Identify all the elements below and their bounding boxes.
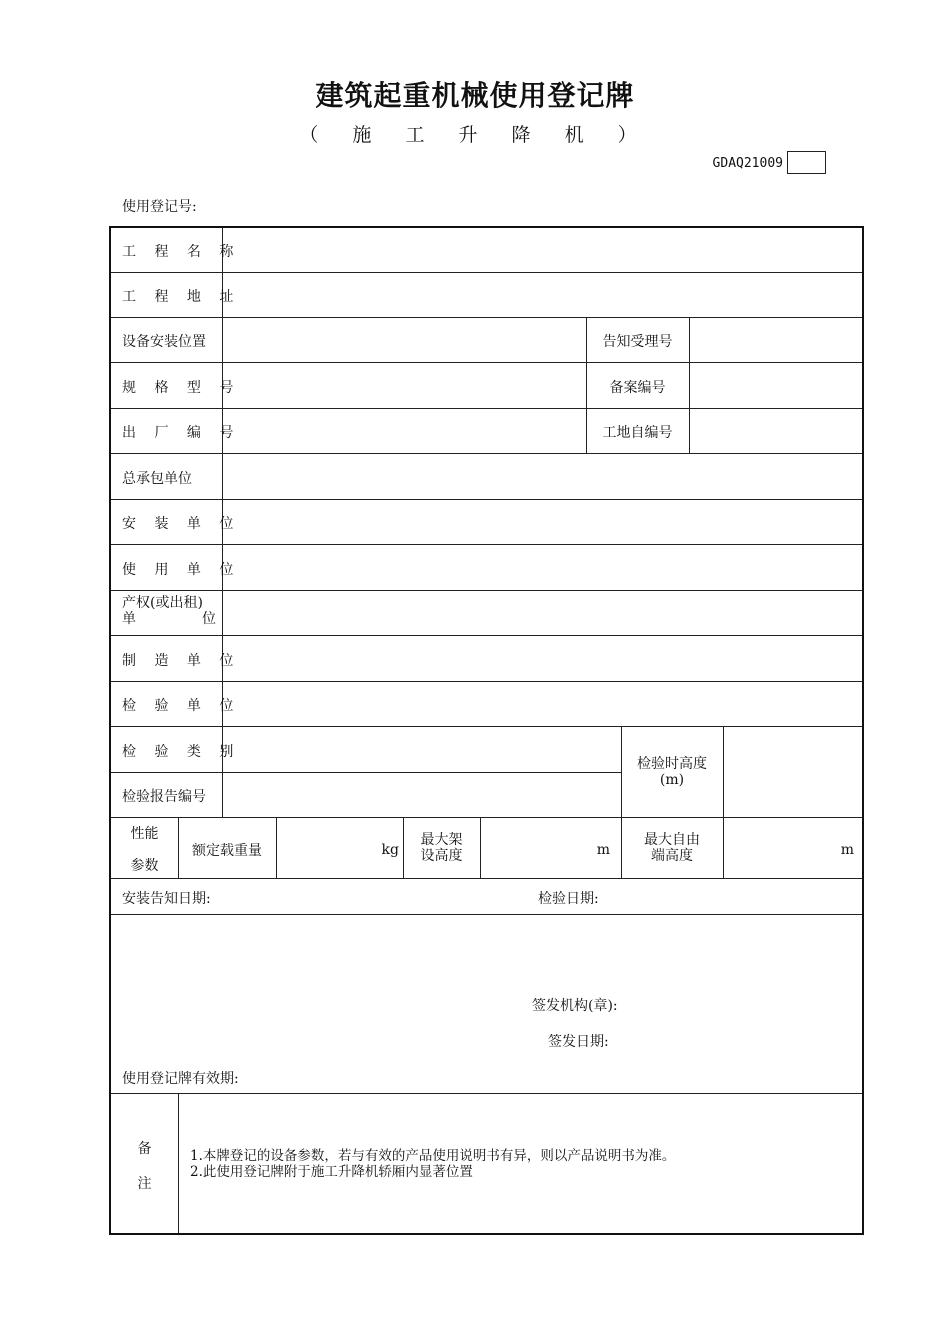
max-height-label-line2: 设高度 bbox=[420, 848, 463, 864]
form-code: GDAQ21009 bbox=[712, 156, 783, 171]
rated-load-label: 额定载重量 bbox=[192, 843, 262, 859]
remarks-note-2: 2.此使用登记牌附于施工升降机轿厢内显著位置 bbox=[190, 1164, 473, 1180]
general-contractor-label: 总承包单位 bbox=[122, 471, 192, 487]
issuer-label: 签发机构(章): bbox=[532, 998, 618, 1014]
project-name-field[interactable] bbox=[222, 228, 862, 272]
filing-no-label: 备案编号 bbox=[609, 380, 666, 396]
notice-no-field[interactable] bbox=[689, 318, 862, 362]
installer-field[interactable] bbox=[222, 500, 862, 544]
remarks-note-1: 1.本牌登记的设备参数，若与有效的产品使用说明书有异，则以产品说明书为准。 bbox=[190, 1148, 676, 1164]
inspection-unit-label: 检 验 单 位 bbox=[122, 698, 241, 714]
page-subtitle: （ 施 工 升 降 机 ） bbox=[299, 124, 651, 146]
install-notice-date-label: 安装告知日期: bbox=[122, 891, 211, 907]
site-no-field[interactable] bbox=[689, 409, 862, 453]
filing-no-field[interactable] bbox=[689, 363, 862, 408]
factory-no-label: 出 厂 编 号 bbox=[122, 425, 241, 441]
owner-unit-field[interactable] bbox=[222, 591, 862, 635]
inspection-type-label: 检 验 类 别 bbox=[122, 744, 241, 760]
install-location-field[interactable] bbox=[222, 318, 586, 362]
max-height-unit[interactable]: m bbox=[596, 842, 610, 858]
valid-period-label: 使用登记牌有效期: bbox=[122, 1071, 239, 1087]
owner-unit-label-line1: 产权(或出租) bbox=[122, 595, 203, 611]
general-contractor-field[interactable] bbox=[222, 454, 862, 499]
model-spec-label: 规 格 型 号 bbox=[122, 380, 241, 396]
manufacturer-field[interactable] bbox=[222, 636, 862, 681]
manufacturer-label: 制 造 单 位 bbox=[122, 653, 241, 669]
inspection-report-no-label: 检验报告编号 bbox=[122, 789, 206, 805]
free-end-height-label-line2: 端高度 bbox=[651, 848, 693, 864]
free-end-height-label-line1: 最大自由 bbox=[644, 832, 700, 848]
owner-unit-label-line2b: 位 bbox=[202, 611, 216, 627]
performance-label-line1: 性能 bbox=[130, 826, 159, 842]
performance-label-line2: 参数 bbox=[130, 858, 159, 874]
user-unit-label: 使 用 单 位 bbox=[122, 562, 241, 578]
owner-unit-label-line2a: 单 bbox=[122, 611, 136, 627]
notice-no-label: 告知受理号 bbox=[602, 334, 673, 350]
page-title: 建筑起重机械使用登记牌 bbox=[315, 79, 635, 112]
inspection-type-field[interactable] bbox=[222, 727, 621, 772]
remarks-label-line2: 注 bbox=[137, 1176, 152, 1192]
user-unit-field[interactable] bbox=[222, 545, 862, 590]
registration-no-label: 使用登记号: bbox=[122, 199, 197, 215]
model-spec-field[interactable] bbox=[222, 363, 586, 408]
inspection-height-field[interactable] bbox=[723, 727, 862, 817]
max-height-label-line1: 最大架 bbox=[420, 832, 463, 848]
inspection-height-label-line2: (m) bbox=[659, 772, 685, 788]
inspection-report-no-field[interactable] bbox=[222, 773, 621, 817]
site-no-label: 工地自编号 bbox=[602, 425, 673, 441]
inspection-date-label: 检验日期: bbox=[538, 891, 599, 907]
install-location-label: 设备安装位置 bbox=[122, 334, 206, 350]
installer-label: 安 装 单 位 bbox=[122, 516, 241, 532]
rated-load-unit[interactable]: kg bbox=[381, 842, 399, 858]
inspection-unit-field[interactable] bbox=[222, 682, 862, 726]
form-code-box[interactable] bbox=[787, 151, 826, 174]
inspection-height-label-line1: 检验时高度 bbox=[637, 756, 707, 772]
free-end-height-unit[interactable]: m bbox=[840, 842, 854, 858]
issue-date-label: 签发日期: bbox=[548, 1034, 609, 1050]
project-name-label: 工 程 名 称 bbox=[122, 244, 241, 260]
factory-no-field[interactable] bbox=[222, 409, 586, 453]
project-address-label: 工 程 地 址 bbox=[122, 289, 241, 305]
remarks-label-line1: 备 bbox=[137, 1141, 152, 1157]
registration-form-table bbox=[109, 226, 864, 1235]
project-address-field[interactable] bbox=[222, 273, 862, 317]
